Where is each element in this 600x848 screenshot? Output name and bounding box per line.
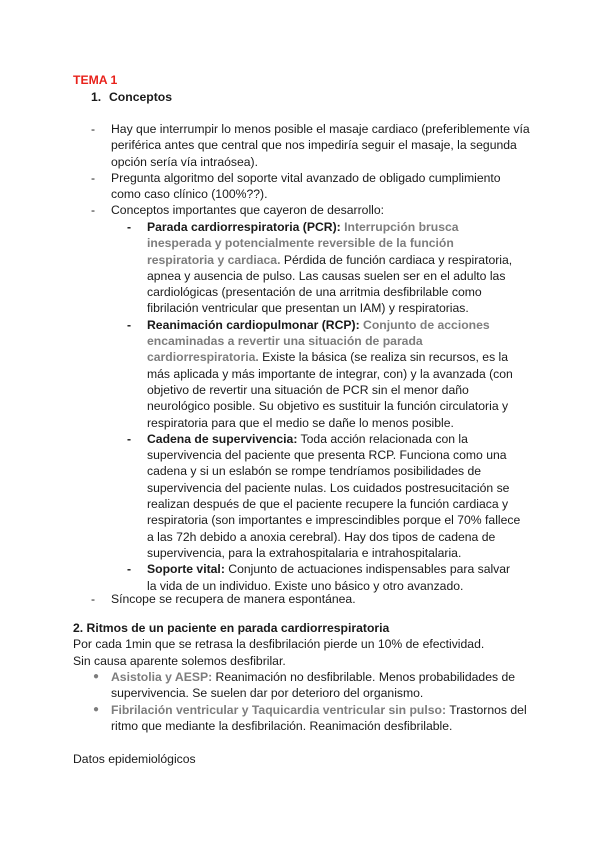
concept-term: Parada cardiorrespiratoria (PCR):	[147, 220, 341, 234]
section-2	[73, 620, 533, 669]
concept-definition: Conjunto de acciones encaminadas a revertir una situación de parada cardiorrespiratoria.	[147, 317, 490, 365]
concept-term: Cadena de supervivencia:	[147, 431, 298, 446]
concept-text: Toda acción relacionada con la supervivencia del paciente que presenta RCP. Funciona como una cadena y si un eslabón se rompe tendríamos posibilidades de supervivencia del paciente nulas. Los cuidados postresucitación se realizan después de que el paciente recupere la función cardiaca y respiratoria (son importantes e imprescindibles porque el 70% fallece a las 72h debido a anoxia cerebral). Hay dos tipos de cadena de supervivencia, para la extrahospitalaria e intrahospitalaria.	[147, 431, 521, 560]
bullet-icon: ●	[93, 671, 100, 682]
concepts-sublist	[127, 219, 522, 594]
section-1-title: Conceptos	[109, 90, 172, 104]
bullet-icon: ●	[93, 703, 100, 715]
section-1-number: 1.	[91, 90, 102, 104]
concept-item	[127, 561, 522, 594]
dash-marker: -	[127, 562, 132, 577]
concept-definition: Interrupción brusca inesperada y potencialmente reversible de la función respiratoria y cardiaca.	[147, 220, 459, 267]
list-item	[91, 121, 531, 170]
rhythm-bullets	[91, 669, 531, 734]
concept-term: Reanimación cardiopulmonar (RCP):	[147, 317, 360, 332]
dash-list-last	[91, 591, 531, 607]
list-item	[91, 702, 531, 735]
concept-text: Conjunto de actuaciones indispensables para salvar la vida de un individuo. Existe uno básico y otro avanzado.	[147, 562, 511, 593]
rhythm-term: Fibrilación ventricular y Taquicardia ventricular sin pulso:	[111, 702, 447, 717]
concept-item	[127, 317, 522, 431]
rhythm-text: Reanimación no desfibrilable. Menos probabilidades de supervivencia. Se suelen dar por deterioro del organismo.	[111, 670, 516, 701]
dash-list	[91, 121, 531, 219]
footer-text: Datos epidemiológicos	[73, 752, 196, 766]
list-item-text: Conceptos importantes que cayeron de desarrollo:	[111, 203, 385, 218]
list-item	[91, 591, 531, 607]
concept-item	[127, 431, 522, 561]
dash-marker: -	[127, 431, 132, 446]
tema-heading: TEMA 1	[73, 73, 118, 87]
list-item	[91, 170, 531, 203]
section-2-line: Sin causa aparente solemos desfibrilar.	[73, 653, 286, 668]
dash-marker: -	[127, 220, 132, 234]
dash-marker: -	[91, 122, 96, 136]
section-2-line: Por cada 1min que se retrasa la desfibrilación pierde un 10% de efectividad.	[73, 637, 485, 652]
section-1-heading	[91, 89, 172, 105]
dash-marker: -	[91, 170, 96, 185]
list-item-text: Hay que interrumpir lo menos posible el masaje cardiaco (preferiblemente vía periférica antes que central que nos impediría seguir el masaje, la segunda opción sería vía intraósea).	[111, 122, 530, 169]
dash-marker: -	[127, 317, 132, 332]
dash-marker: -	[91, 203, 96, 218]
rhythm-text: Trastornos del ritmo que mediante la desfibrilación. Reanimación desfibrilable.	[111, 702, 527, 733]
rhythm-term: Asistolia y AESP:	[111, 670, 213, 684]
list-item-text: Pregunta algoritmo del soporte vital avanzado de obligado cumplimiento como caso clínico (100%??).	[111, 170, 501, 202]
section-2-heading: 2. Ritmos de un paciente en parada cardiorrespiratoria	[73, 621, 390, 635]
list-item-text: Síncope se recupera de manera espontánea.	[111, 592, 356, 606]
list-item	[91, 202, 531, 218]
concept-term: Soporte vital:	[147, 562, 225, 577]
list-item	[91, 669, 531, 702]
concept-text: Pérdida de función cardiaca y respiratoria, apnea y ausencia de pulso. Las causas suelen ser en el adulto las cardiológicas (presentación de una arritmia desfibrilable como fibrilación ventricular que presentan un IAM) y respiratorias.	[147, 252, 513, 316]
dash-marker: -	[91, 592, 96, 606]
concept-item	[127, 219, 522, 317]
concept-text: Existe la básica (se realiza sin recursos, es la más aplicada y más importante de integrar, con) y la avanzada (con objetivo de revertir una situación de PCR sin el menor daño neurológico posible. Su objetivo es sustituir la función circulatoria y respiratoria para que el medio se dañe lo menos posible.	[147, 350, 513, 430]
